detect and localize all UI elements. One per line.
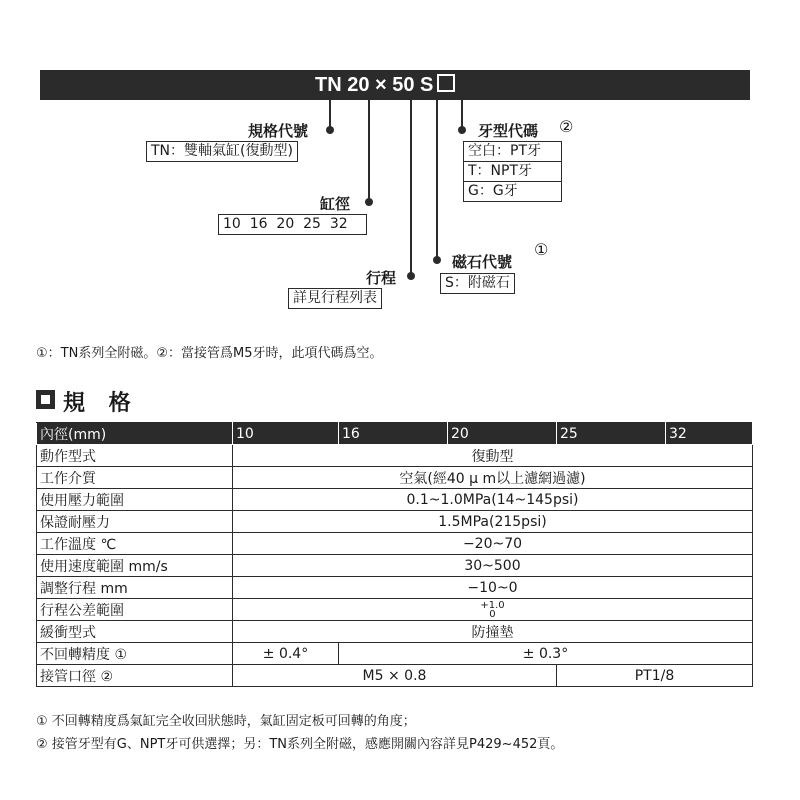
row-label: 調整行程 mm — [37, 577, 233, 599]
spec-code-label: 規格代號 — [248, 122, 309, 140]
table-row — [37, 665, 753, 687]
thread-marker: ② — [559, 117, 574, 136]
connector-dot — [365, 198, 373, 206]
top-note: ①：TN系列全附磁。②：當接管爲M5牙時，此項代碼爲空。 — [36, 346, 383, 361]
row-value: ± 0.3° — [339, 643, 753, 665]
header-bore: 16 — [339, 423, 448, 445]
option-code-box — [437, 74, 455, 92]
row-value: 防撞墊 — [233, 621, 753, 643]
connector-dot — [458, 126, 466, 134]
header-bore: 32 — [666, 423, 753, 445]
table-row — [37, 511, 753, 533]
row-value: M5 × 0.8 — [233, 665, 557, 687]
row-value: −20~70 — [233, 533, 753, 555]
row-value: 0.1~1.0MPa(14~145psi) — [233, 489, 753, 511]
table-row — [37, 467, 753, 489]
spec-title-text: 規 格 — [63, 391, 139, 416]
footnote: ① 不回轉精度爲氣缸完全收回狀態時，氣缸固定板可回轉的角度； — [36, 714, 416, 729]
bore-values: 10 16 20 25 32 — [218, 214, 367, 235]
magnet-marker: ① — [534, 240, 549, 259]
row-value: 1.5MPa(215psi) — [233, 511, 753, 533]
model-code — [40, 70, 750, 100]
magnet-value: S：附磁石 — [440, 273, 515, 294]
row-value: PT1/8 — [557, 665, 753, 687]
model-code-text: TN 20 × 50 S — [315, 74, 434, 96]
row-value: 30~500 — [233, 555, 753, 577]
thread-option: 空白：PT牙 — [464, 142, 561, 162]
row-label: 保證耐壓力 — [37, 511, 233, 533]
header-bore: 20 — [448, 423, 557, 445]
connector-dot — [326, 126, 334, 134]
connector-dot — [433, 256, 441, 264]
connector-line-magnet — [436, 100, 438, 258]
row-value: −10~0 — [233, 577, 753, 599]
table-row — [37, 533, 753, 555]
table-row — [37, 621, 753, 643]
row-label: 接管口徑 ② — [37, 665, 233, 687]
row-label: 不回轉精度 ① — [37, 643, 233, 665]
magnet-label: 磁石代號 — [452, 253, 513, 271]
connector-dot — [407, 272, 415, 280]
row-value: 空氣(經40 μ m以上濾網過濾) — [233, 467, 753, 489]
tolerance-lower: 0 — [489, 608, 496, 620]
header-bore: 10 — [233, 423, 339, 445]
table-row — [37, 555, 753, 577]
row-label: 行程公差範圍 — [37, 599, 233, 621]
spec-code-value: TN：雙軸氣缸(復動型) — [146, 141, 298, 162]
header-bore: 25 — [557, 423, 666, 445]
row-value: ± 0.4° — [233, 643, 339, 665]
row-value: 復動型 — [233, 445, 753, 467]
thread-option: G：G牙 — [464, 182, 561, 201]
connector-line-stroke — [410, 100, 412, 276]
row-label: 使用速度範圍 mm/s — [37, 555, 233, 577]
table-header-row — [37, 423, 753, 445]
footnote: ② 接管牙型有G、NPT牙可供選擇；另：TN系列全附磁，感應開關內容詳見P429~452頁。 — [36, 737, 564, 752]
bore-label: 缸徑 — [320, 195, 351, 213]
table-row — [37, 445, 753, 467]
table-row — [37, 599, 753, 621]
thread-label: 牙型代碼 — [478, 122, 539, 140]
spec-table — [36, 422, 753, 687]
tolerance-upper: +1.0 — [480, 599, 505, 611]
model-code-bar — [40, 70, 750, 100]
row-label: 工作介質 — [37, 467, 233, 489]
row-value — [233, 599, 753, 621]
square-icon — [36, 390, 55, 409]
connector-line-bore — [368, 100, 370, 202]
thread-option: T：NPT牙 — [464, 162, 561, 182]
header-label: 內徑(mm) — [37, 423, 233, 445]
row-label: 使用壓力範圍 — [37, 489, 233, 511]
table-row — [37, 489, 753, 511]
table-row — [37, 577, 753, 599]
spec-title — [36, 386, 139, 417]
tolerance-value — [480, 601, 504, 619]
row-label: 緩衝型式 — [37, 621, 233, 643]
thread-options — [463, 141, 562, 202]
stroke-label: 行程 — [366, 269, 397, 287]
row-label: 動作型式 — [37, 445, 233, 467]
row-label: 工作溫度 ℃ — [37, 533, 233, 555]
table-row — [37, 643, 753, 665]
stroke-value: 詳見行程列表 — [288, 288, 382, 309]
